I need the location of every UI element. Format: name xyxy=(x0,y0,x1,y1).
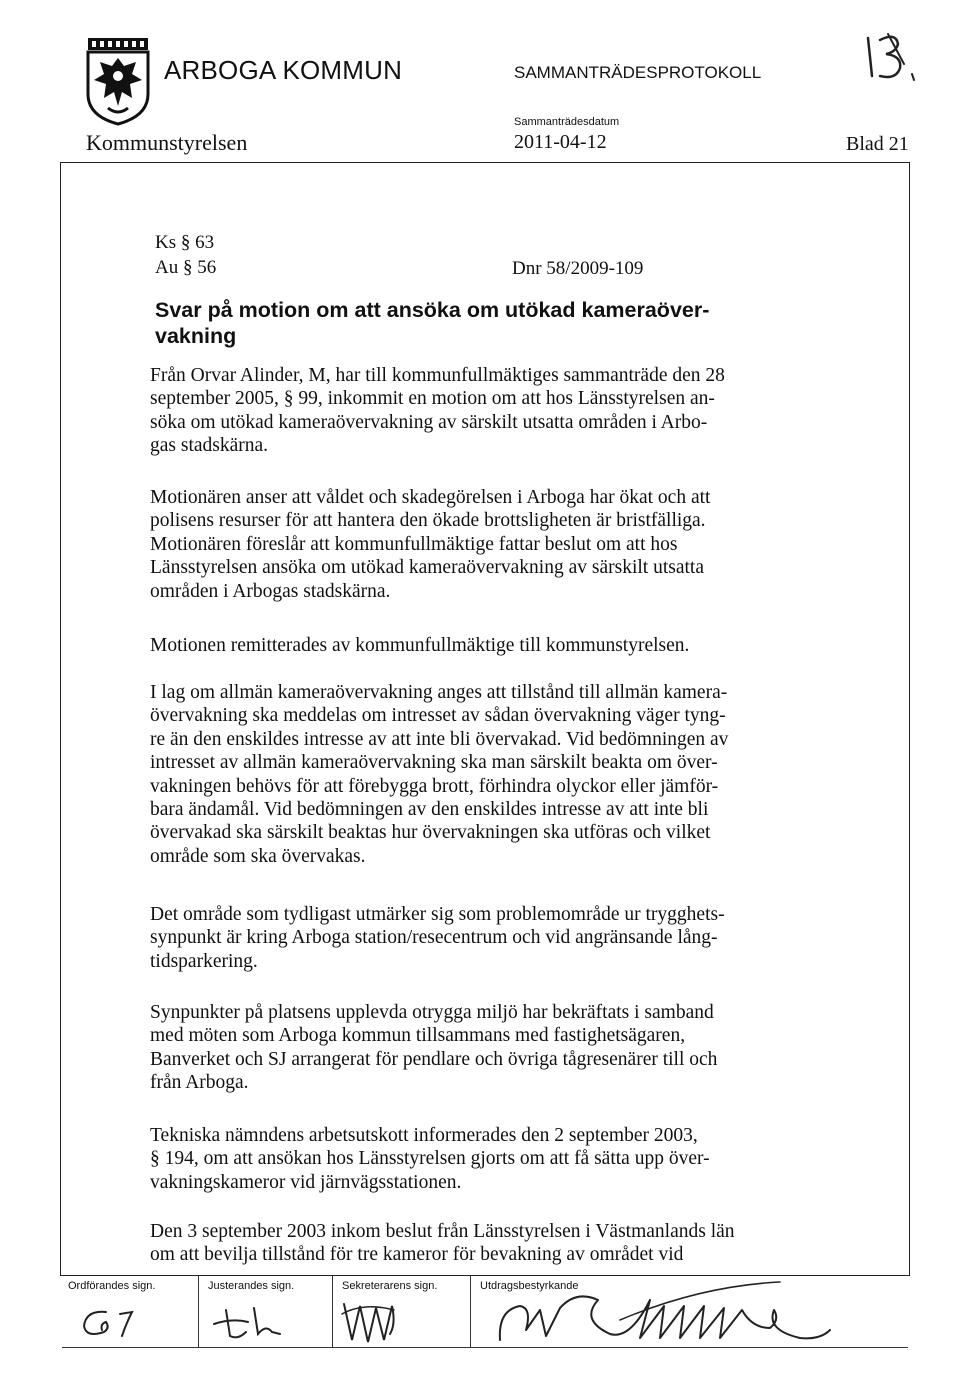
text-line: vakningskameror vid järnvägsstationen. xyxy=(150,1171,462,1193)
paragraph-motion-origin xyxy=(150,364,840,458)
text-line: Länsstyrelsen ansöka om utökad kameraövervakning av särskilt utsatta xyxy=(150,557,704,579)
date-label: Sammanträdesdatum xyxy=(514,116,620,128)
signature-divider xyxy=(332,1276,333,1348)
text-line: vakningen behövs för att förebygga brott, förhindra olyckor eller jämför- xyxy=(150,775,719,797)
paragraph-problem-area xyxy=(150,903,840,973)
text-line: I lag om allmän kameraövervakning anges att tillstånd till allmän kamera- xyxy=(150,682,728,703)
text-line: bara ändamål. Vid bedömningen av den enskildes intresse av att inte bli xyxy=(150,799,709,821)
text-line: Tekniska nämndens arbetsutskott informerades den 2 september 2003, xyxy=(150,1125,698,1146)
adjuster-signature-mark xyxy=(208,1300,308,1344)
text-line: Från Orvar Alinder, M, har till kommunfullmäktiges sammanträde den 28 xyxy=(150,365,725,386)
heading-line: vakning xyxy=(155,324,237,348)
text-line: Synpunkter på platsens upplevda otrygga miljö har bekräftats i samband xyxy=(150,1002,714,1023)
text-line: september 2005, § 99, inkommit en motion om att hos Länsstyrelsen an- xyxy=(150,388,715,410)
secretary-signature-label: Sekreterarens sign. xyxy=(342,1280,438,1292)
coat-of-arms-icon xyxy=(86,36,150,126)
org-name: ARBOGA KOMMUN xyxy=(164,55,403,85)
text-line: polisens resurser för att hantera den ökade brottsligheten är bristfälliga. xyxy=(150,510,706,532)
heading-line: Svar på motion om att ansöka om utökad kameraöver- xyxy=(155,298,710,322)
meeting-date: 2011-04-12 xyxy=(514,131,607,153)
text-line: re än den enskildes intresse av att inte bli övervakad. Vid bedömningen av xyxy=(150,728,729,750)
text-line: Motionären anser att våldet och skadegörelsen i Arboga har ökat och att xyxy=(150,487,711,508)
paragraph-viewpoints xyxy=(150,1001,840,1095)
text-line: om att bevilja tillstånd för tre kameror för bevakning av området vid xyxy=(150,1244,684,1266)
text-line: Motionären föreslår att kommunfullmäktige fattar beslut om att hos xyxy=(150,533,678,555)
paragraph-decision xyxy=(150,1220,840,1267)
text-line: § 194, om att ansökan hos Länsstyrelsen gjorts om att få sätta upp över- xyxy=(150,1148,710,1170)
text-line: Den 3 september 2003 inkom beslut från Länsstyrelsen i Västmanlands län xyxy=(150,1221,735,1242)
dnr-reference: Dnr 58/2009-109 xyxy=(512,258,644,279)
text-line: område som ska övervakas. xyxy=(150,845,366,867)
certifier-signature-label: Utdragsbestyrkande xyxy=(480,1280,579,1292)
adjuster-signature-label: Justerandes sign. xyxy=(208,1280,295,1292)
text-line: övervakad ska särskilt beaktas hur övervakningen ska utföras och vilket xyxy=(150,822,711,844)
handwritten-page-number xyxy=(862,30,920,82)
text-line: Motionen remitterades av kommunfullmäktige till kommunstyrelsen. xyxy=(150,635,690,656)
document-heading xyxy=(155,297,709,349)
signature-row xyxy=(62,1276,908,1348)
text-line: övervakning ska meddelas om intresset av sådan övervakning väger tyng- xyxy=(150,705,726,727)
signature-divider xyxy=(198,1276,199,1348)
text-line: från Arboga. xyxy=(150,1072,249,1094)
board-name: Kommunstyrelsen xyxy=(86,130,248,155)
paragraph-remitted xyxy=(150,634,840,657)
au-reference: Au § 56 xyxy=(155,257,217,278)
text-line: Det område som tydligast utmärker sig som problemområde ur trygghets- xyxy=(150,904,725,925)
document-type: SAMMANTRÄDESPROTOKOLL xyxy=(514,63,762,82)
text-line: intresset av allmän kameraövervakning ska man särskilt beakta om över- xyxy=(150,752,718,774)
paragraph-technical-committee xyxy=(150,1124,840,1194)
signature-divider xyxy=(470,1276,471,1348)
page-number: Blad 21 xyxy=(846,133,909,155)
certifier-signature-mark xyxy=(480,1280,880,1348)
text-line: med möten som Arboga kommun tillsammans med fastighetsägaren, xyxy=(150,1025,686,1047)
text-line: områden i Arbogas stadskärna. xyxy=(150,580,391,602)
chair-signature-mark xyxy=(76,1302,166,1344)
paragraph-motion-argument xyxy=(150,486,840,603)
text-line: gas stadskärna. xyxy=(150,435,269,457)
text-line: synpunkt är kring Arboga station/resecentrum och vid angränsande lång- xyxy=(150,927,718,949)
chair-signature-label: Ordförandes sign. xyxy=(68,1280,156,1292)
text-line: tidsparkering. xyxy=(150,950,258,972)
secretary-signature-mark xyxy=(334,1294,454,1348)
paragraph-law xyxy=(150,681,840,868)
ks-reference: Ks § 63 xyxy=(155,232,215,253)
text-line: söka om utökad kameraövervakning av särskilt utsatta områden i Arbo- xyxy=(150,411,708,433)
text-line: Banverket och SJ arrangerat för pendlare och övriga tågresenärer till och xyxy=(150,1048,718,1070)
